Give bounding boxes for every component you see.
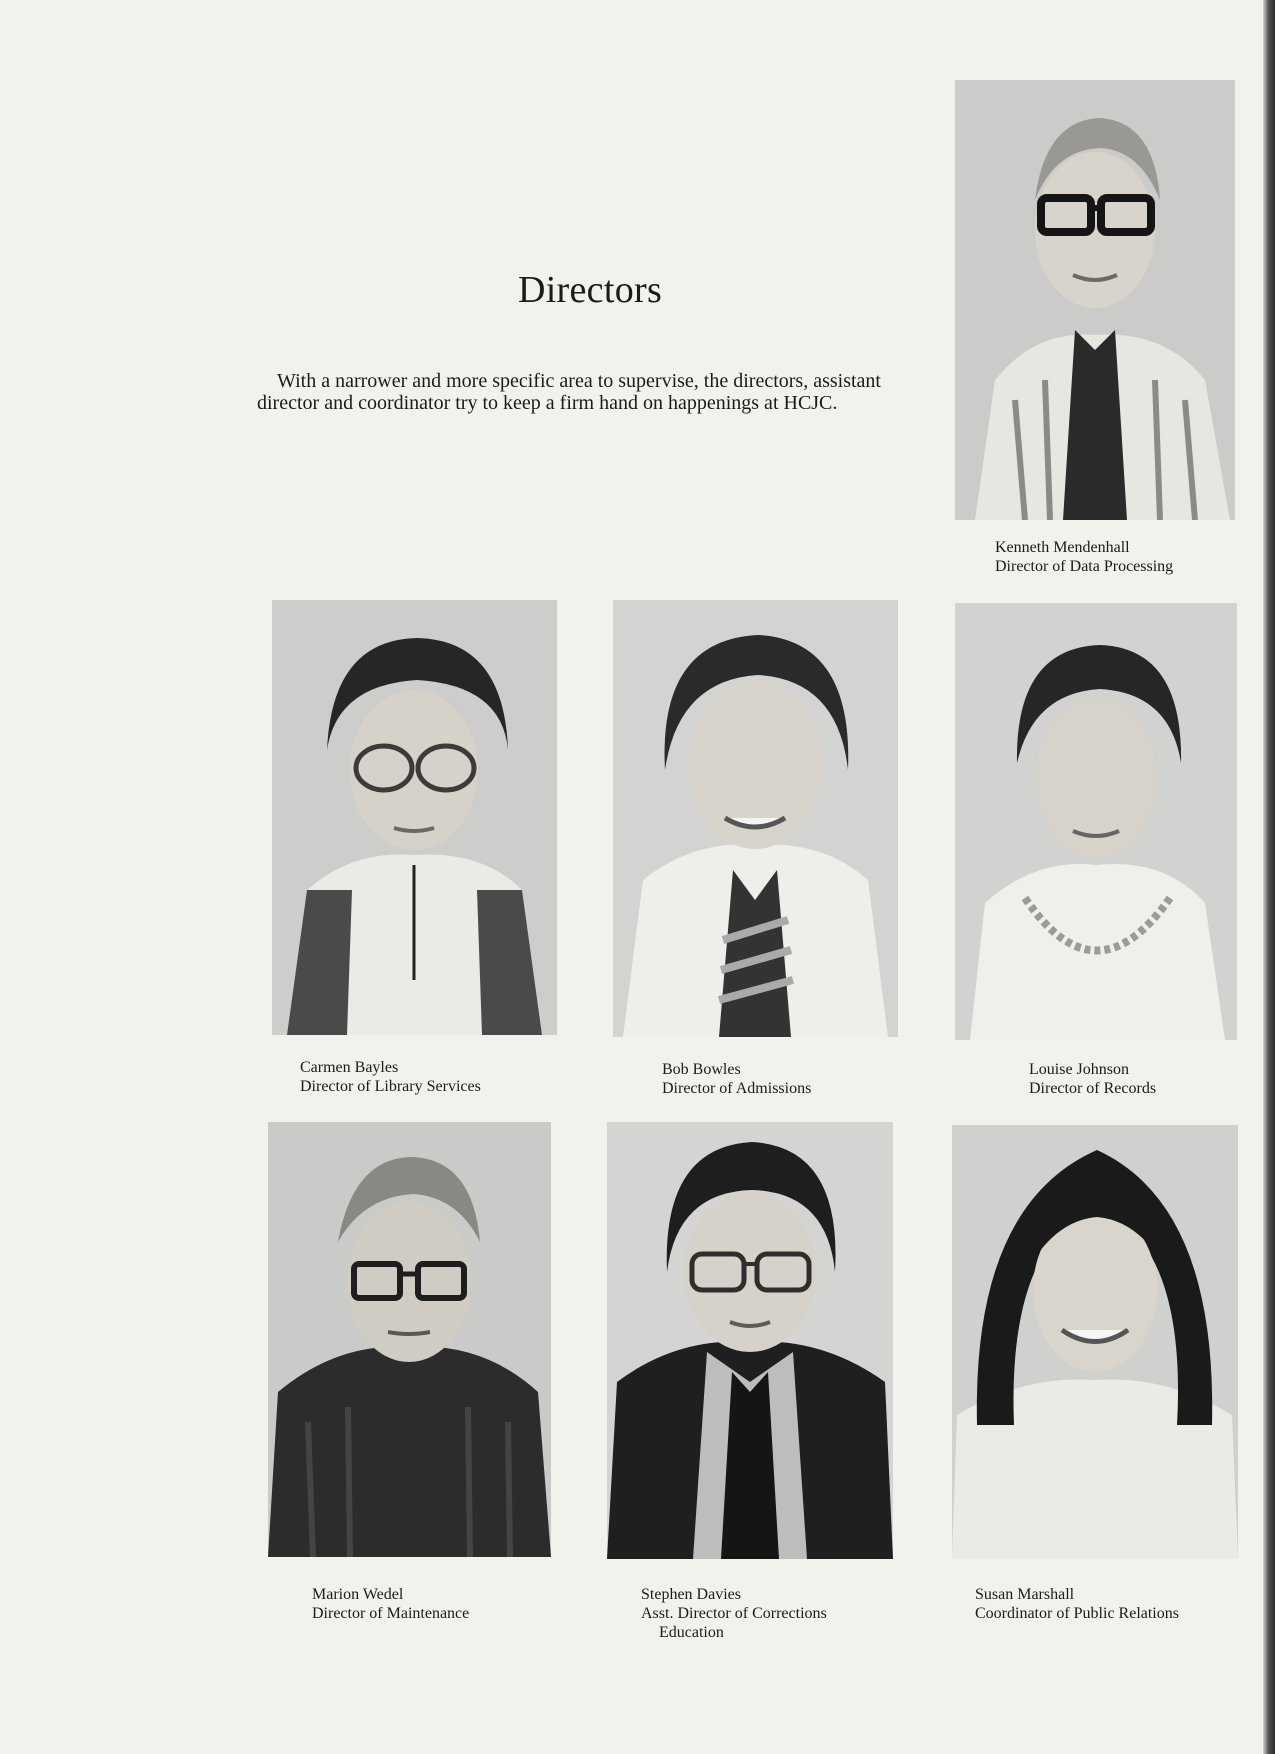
person-role: Director of Maintenance xyxy=(312,1605,470,1622)
intro-paragraph: With a narrower and more specific area to supervise, the directors, assistant director and coordinator try to keep a firm hand on happenings at HCJC. xyxy=(257,370,881,414)
caption-davies xyxy=(641,1585,827,1642)
person-name: Marion Wedel xyxy=(312,1586,404,1603)
person-name: Susan Marshall xyxy=(975,1586,1075,1603)
page-title: Directors xyxy=(517,269,663,311)
person-role: Director of Library Services xyxy=(300,1078,481,1095)
portrait-photo-johnson xyxy=(955,603,1237,1040)
person-name: Stephen Davies xyxy=(641,1586,741,1603)
person-name: Kenneth Mendenhall xyxy=(995,539,1130,556)
portrait-photo-bowles xyxy=(613,600,898,1037)
person-name: Carmen Bayles xyxy=(300,1059,399,1076)
portrait-photo-marshall xyxy=(952,1125,1238,1559)
portrait-photo-wedel xyxy=(268,1122,551,1557)
person-role: Director of Records xyxy=(1029,1080,1157,1097)
person-role: Coordinator of Public Relations xyxy=(975,1605,1179,1622)
person-role: Director of Data Processing xyxy=(995,558,1174,575)
portrait-photo-mendenhall xyxy=(955,80,1235,520)
caption-marshall xyxy=(975,1585,1179,1623)
person-name: Louise Johnson xyxy=(1029,1061,1129,1078)
caption-johnson xyxy=(1029,1060,1156,1098)
caption-wedel xyxy=(312,1585,469,1623)
caption-bayles xyxy=(300,1058,481,1096)
portrait-photo-bayles xyxy=(272,600,557,1035)
caption-mendenhall xyxy=(995,538,1173,576)
person-name: Bob Bowles xyxy=(662,1061,741,1078)
portrait-photo-davies xyxy=(607,1122,893,1559)
caption-bowles xyxy=(662,1060,811,1098)
person-role: Asst. Director of Corrections xyxy=(641,1605,827,1622)
person-role-continued: Education xyxy=(659,1624,724,1641)
person-role: Director of Admissions xyxy=(662,1080,812,1097)
binding-gutter xyxy=(1263,0,1275,1754)
